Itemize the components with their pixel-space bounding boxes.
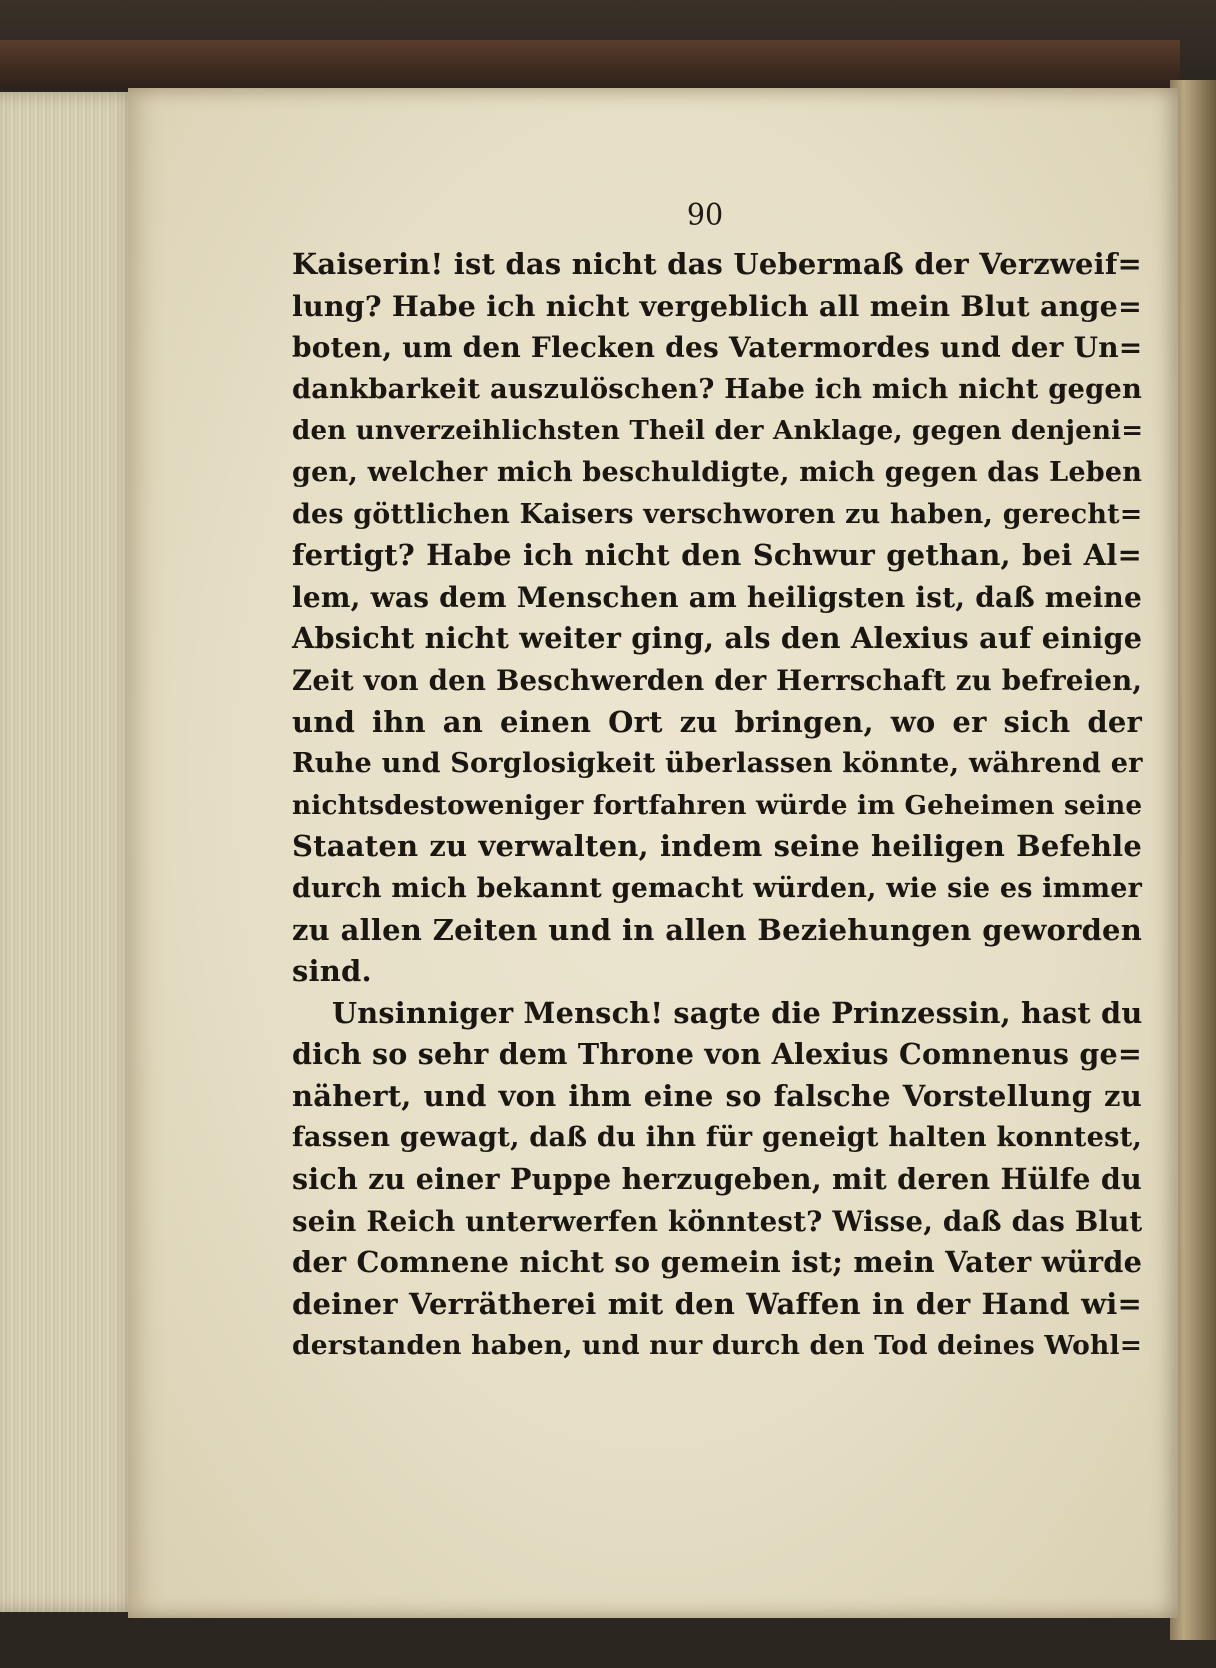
text-line: den unverzeihlichsten Theil der Anklage, gegen denjeni= [292, 415, 1144, 447]
text-line: Ruhe und Sorglosigkeit überlassen könnte, während er [292, 748, 1143, 780]
text-line: Staaten zu verwalten, indem seine heiligen Befehle [292, 829, 1142, 864]
book-cover-edge [0, 40, 1180, 90]
text-line: zu allen Zeiten und in allen Beziehungen geworden [292, 912, 1142, 947]
text-line: durch mich bekannt gemacht würden, wie sie es immer [292, 872, 1142, 904]
page-number: 90 [686, 198, 724, 233]
text-line: Kaiserin! ist das nicht das Uebermaß der Verzweif= [292, 247, 1142, 281]
page-stack-edges [0, 92, 140, 1612]
text-line: und ihn an einen Ort zu bringen, wo er sich der [292, 704, 1142, 739]
text-line: Absicht nicht weiter ging, als den Alexius auf einige [292, 621, 1143, 656]
text-line: sind. [292, 954, 372, 989]
text-line: nähert, und von ihm eine so falsche Vorstellung zu [292, 1078, 1142, 1113]
text-line: gen, welcher mich beschuldigte, mich gegen das Leben [292, 456, 1143, 488]
text-line: sein Reich unterwerfen könntest? Wisse, daß das Blut [292, 1204, 1143, 1238]
text-line: sich zu einer Puppe herzugeben, mit deren Hülfe du [292, 1162, 1142, 1197]
text-line: der Comnene nicht so gemein ist; mein Vater würde [292, 1245, 1143, 1280]
text-line: derstanden haben, und nur durch den Tod deines Wohl= [292, 1330, 1143, 1362]
text-line: des göttlichen Kaisers verschworen zu haben, gerecht= [292, 498, 1143, 530]
text-line: Unsinniger Mensch! sagte die Prinzessin, hast du [332, 995, 1143, 1030]
body-text [292, 244, 1142, 1367]
text-line: fassen gewagt, daß du ihn für geneigt halten konntest, [292, 1121, 1142, 1154]
text-line: Zeit von den Beschwerden der Herrschaft zu befreien, [292, 663, 1143, 697]
text-line: dich so sehr dem Throne von Alexius Comnenus ge= [292, 1037, 1142, 1072]
text-line: dankbarkeit auszulöschen? Habe ich mich nicht gegen [292, 372, 1143, 405]
text-line: nichtsdestoweniger fortfahren würde im Geheimen seine [292, 789, 1143, 821]
text-line: deiner Verrätherei mit den Waffen in der Hand wi= [292, 1286, 1142, 1321]
text-line: lem, was dem Menschen am heiligsten ist, daß meine [292, 580, 1142, 614]
text-line: fertigt? Habe ich nicht den Schwur gethan, bei Al= [292, 538, 1142, 573]
text-line: boten, um den Flecken des Vatermordes und der Un= [292, 331, 1143, 365]
text-line: lung? Habe ich nicht vergeblich all mein Blut ange= [292, 288, 1142, 323]
